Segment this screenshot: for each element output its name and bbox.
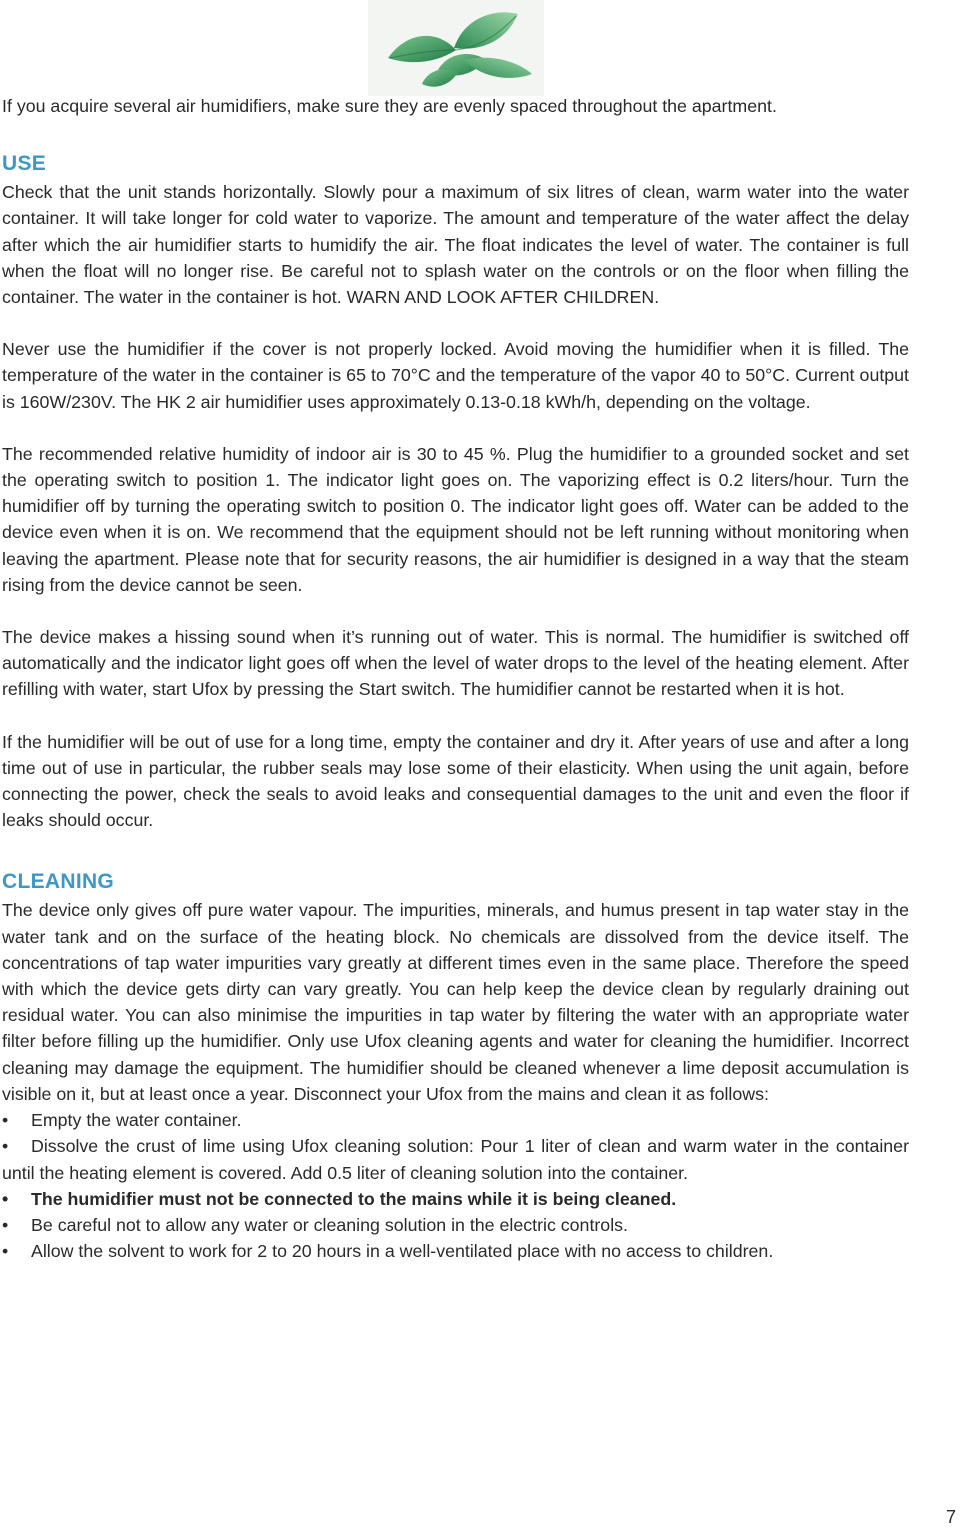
list-item bbox=[2, 1107, 909, 1133]
use-paragraph: If the humidifier will be out of use for a long time, empty the container and dry it. After years of use and after a long time out of use in particular, the rubber seals may lose some of their elasticity. When using the unit again, before connecting the power, check the seals to avoid leaks and consequential damages to the unit and even the floor if leaks should occur. bbox=[2, 731, 909, 831]
list-item-text: The humidifier must not be connected to the mains while it is being cleaned. bbox=[31, 1188, 677, 1209]
bullet-icon: • bbox=[2, 1241, 9, 1262]
list-item bbox=[2, 1238, 909, 1264]
green-leaves-logo bbox=[368, 0, 544, 96]
bullet-icon: • bbox=[2, 1188, 9, 1209]
intro-paragraph: If you acquire several air humidifiers, make sure they are evenly spaced throughout the apartment. bbox=[2, 96, 777, 116]
section-heading-cleaning: CLEANING bbox=[2, 870, 115, 894]
bullet-icon: • bbox=[2, 1110, 9, 1131]
list-item-text: Dissolve the crust of lime using Ufox cleaning solution: Pour 1 liter of clean and warm water in the container until the heating element is covered. Add 0.5 liter of cleaning solution into the container. bbox=[2, 1136, 909, 1183]
list-item bbox=[2, 1212, 909, 1238]
section-heading-use: USE bbox=[2, 152, 47, 176]
list-item-text: Empty the water container. bbox=[31, 1110, 242, 1131]
use-paragraph: Never use the humidifier if the cover is not properly locked. Avoid moving the humidifier when it is filled. The temperature of the water in the container is 65 to 70°C and the temperature of the vapor 40 to 50°C. Current output is 160W/230V. The HK 2 air humidifier uses approximately 0.13-0.18 kWh/h, depending on the voltage. bbox=[2, 339, 909, 412]
use-paragraph: The device makes a hissing sound when it’s running out of water. This is normal. The humidifier is switched off automatically and the indicator light goes off when the level of water drops to the level of the heating element. After refilling with water, start Ufox by pressing the Start switch. The humidifier cannot be restarted when it is hot. bbox=[2, 627, 909, 700]
bullet-icon: • bbox=[2, 1136, 9, 1157]
list-item-text: Be careful not to allow any water or cleaning solution in the electric controls. bbox=[31, 1214, 628, 1235]
bullet-icon: • bbox=[2, 1214, 9, 1235]
use-paragraph: The recommended relative humidity of indoor air is 30 to 45 %. Plug the humidifier to a grounded socket and set the operating switch to position 1. The indicator light goes on. The vaporizing effect is 0.2 liters/hour. Turn the humidifier off by turning the operating switch to position 0. The indicator light goes off. Water can be added to the device even when it is on. We recommend that the equipment should not be left running without monitoring when leaving the apartment. Please note that for security reasons, the air humidifier is designed in a way that the steam rising from the device cannot be seen. bbox=[2, 443, 909, 595]
use-paragraph: Check that the unit stands horizontally. Slowly pour a maximum of six litres of clean, warm water into the water container. It will take longer for cold water to vaporize. The amount and temperature of the water affect the delay after which the air humidifier starts to humidify the air. The float indicates the level of water. The container is full when the float will no longer rise. Be careful not to splash water on the controls or on the floor when filling the container. The water in the container is hot. WARN AND LOOK AFTER CHILDREN. bbox=[2, 182, 909, 308]
list-item bbox=[2, 1133, 909, 1185]
list-item-warning bbox=[2, 1186, 909, 1212]
document-body bbox=[2, 93, 909, 1264]
page-number: 7 bbox=[945, 1507, 956, 1527]
cleaning-paragraph: The device only gives off pure water vapour. The impurities, minerals, and humus present in tap water stay in the water tank and on the surface of the heating block. No chemicals are dissolved from the device itself. The concentrations of tap water impurities vary greatly at different times even in the same place. Therefore the speed with which the device gets dirty can vary greatly. You can help keep the device clean by regularly draining out residual water. You can also minimise the impurities in tap water by filtering the water with an appropriate water filter before filling up the humidifier. Only use Ufox cleaning agents and water for cleaning the humidifier. Incorrect cleaning may damage the equipment. The humidifier should be cleaned whenever a lime deposit accumulation is visible on it, but at least once a year. Disconnect your Ufox from the mains and clean it as follows: bbox=[2, 900, 909, 1104]
list-item-text: Allow the solvent to work for 2 to 20 hours in a well-ventilated place with no access to children. bbox=[31, 1241, 774, 1262]
